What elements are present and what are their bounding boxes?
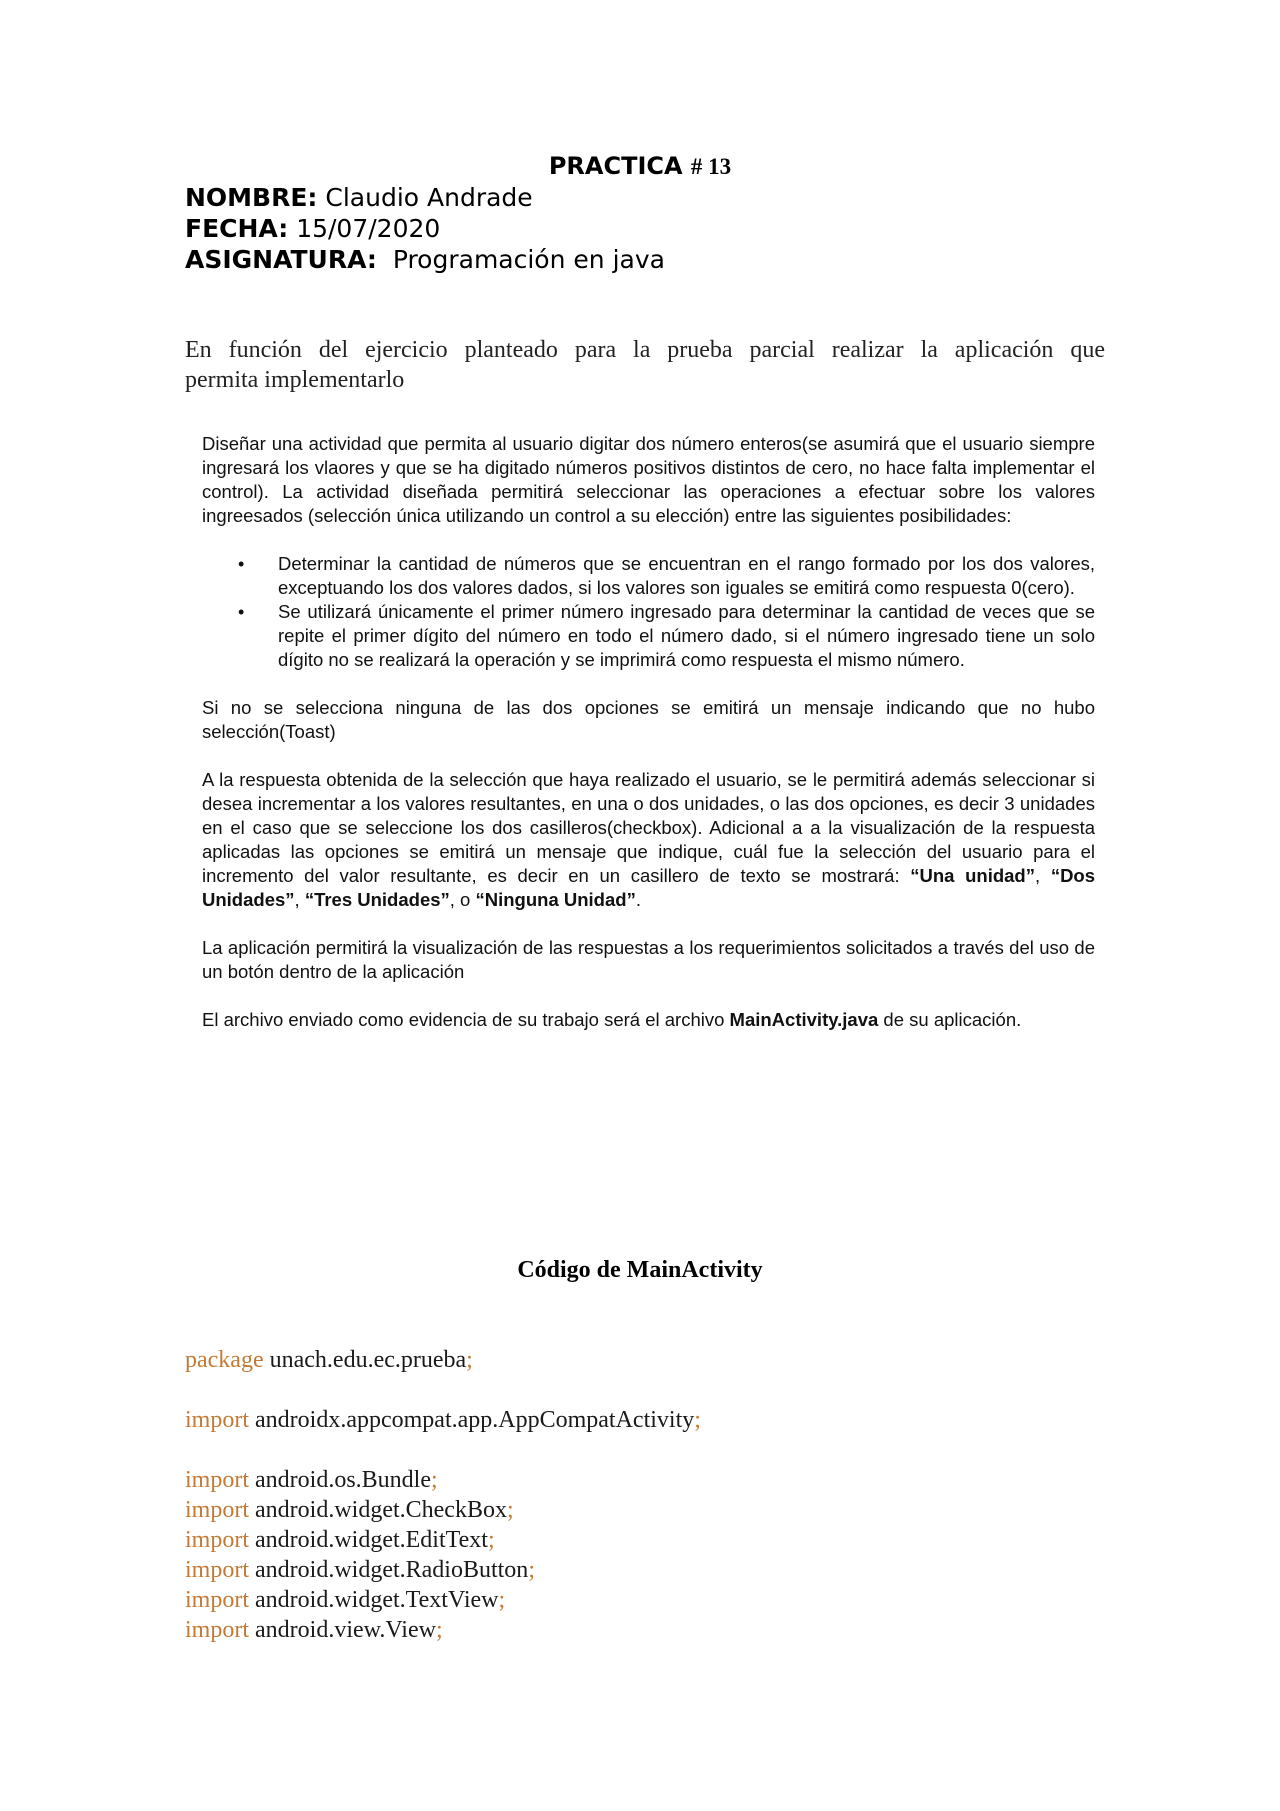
- meta-value: 15/07/2020: [288, 214, 441, 243]
- code-text: android.os.Bundle: [249, 1467, 431, 1493]
- exercise-paragraph: Diseñar una actividad que permita al usuario digitar dos número enteros(se asumirá que el usuario siempre ingresará los vlaores y que se ha digitado números positivos distintos de cero, no hace falta implementar el control). La actividad diseñada permitirá seleccionar las operaciones a efectuar sobre los valores ingreesados (selección única utilizando un control a su elección) entre las siguientes posibilidades:: [202, 433, 1095, 526]
- code-semicolon: ;: [694, 1407, 701, 1433]
- code-line-import: [185, 1405, 701, 1435]
- text-run: ,: [1035, 865, 1051, 886]
- text-run-bold: “Dos Unidades”: [202, 865, 1096, 910]
- code-text: android.widget.RadioButton: [249, 1557, 529, 1583]
- code-line-import: [185, 1585, 701, 1615]
- code-line-import: [185, 1495, 701, 1525]
- code-line-import: [185, 1465, 701, 1495]
- code-line-import: [185, 1555, 701, 1585]
- text-run: , o: [449, 889, 476, 910]
- text-run: de su aplicación.: [878, 1009, 1022, 1030]
- text-run-bold: “Tres Unidades”: [304, 889, 450, 910]
- exercise-bullet-list: [202, 552, 1095, 672]
- code-line-import: [185, 1615, 701, 1645]
- code-text: android.widget.TextView: [249, 1587, 499, 1613]
- practice-number: # 13: [690, 154, 732, 179]
- text-run: .: [635, 889, 641, 910]
- meta-label: FECHA:: [185, 214, 289, 243]
- metadata-block: [185, 182, 665, 275]
- code-text: android.widget.CheckBox: [249, 1497, 507, 1523]
- meta-value: Claudio Andrade: [317, 183, 533, 212]
- list-item: • Se utilizará únicamente el primer número ingresado para determinar la cantidad de veces que se repite el primer dígito del número en todo el número dado, si el número ingresado tiene un solo dígito no se realizará la operación y se imprimirá como respuesta el mismo número.: [202, 600, 1095, 672]
- code-keyword: import: [185, 1617, 249, 1643]
- text-run-bold: MainActivity.java: [729, 1009, 879, 1030]
- code-text: android.view.View: [249, 1617, 436, 1643]
- intro-line: permita implementarlo: [185, 367, 405, 393]
- code-line-import: [185, 1525, 701, 1555]
- code-line-package: [185, 1345, 701, 1375]
- code-semicolon: ;: [466, 1347, 473, 1373]
- code-keyword: import: [185, 1407, 249, 1433]
- list-item: • Determinar la cantidad de números que se encuentran en el rango formado por los dos valores, exceptuando los dos valores dados, si los valores son iguales se emitirá como respuesta 0(cero).: [202, 552, 1095, 600]
- meta-row-date: [185, 213, 665, 244]
- exercise-paragraph: Si no se selecciona ninguna de las dos opciones se emitirá un mensaje indicando que no hubo selección(Toast): [202, 697, 1095, 742]
- intro-paragraph: [185, 335, 1105, 395]
- meta-label: ASIGNATURA:: [185, 245, 377, 274]
- code-semicolon: ;: [498, 1587, 506, 1613]
- exercise-paragraph: [202, 768, 1095, 912]
- text-run: El archivo enviado como evidencia de su trabajo será el archivo: [202, 1009, 730, 1030]
- exercise-paragraph: [202, 1008, 1095, 1032]
- code-block: [185, 1345, 701, 1645]
- practice-title: [0, 151, 1280, 182]
- code-text: unach.edu.ec.prueba: [263, 1347, 467, 1373]
- text-run: A la respuesta obtenida de la selección que haya realizado el usuario, se le permitirá además seleccionar si desea incrementar a los valores resultantes, en una o dos unidades, o las dos opciones, es decir 3 unidades en el caso que se seleccione los dos casilleros(checkbox). Adicional a a la visualización de la respuesta aplicadas las opciones se emitirá un mensaje que indique, cuál fue la selección del usuario para el incremento del valor resultante, es decir en un casillero de texto se mostrará:: [202, 769, 1095, 886]
- meta-label: NOMBRE:: [185, 183, 318, 212]
- code-semicolon: ;: [506, 1497, 514, 1523]
- code-keyword: import: [185, 1557, 249, 1583]
- exercise-statement: [202, 432, 1095, 1032]
- meta-row-subject: [185, 244, 665, 275]
- meta-value: Programación en java: [376, 245, 665, 274]
- code-keyword: import: [185, 1497, 249, 1523]
- text-run-bold: “Una unidad”: [910, 865, 1035, 886]
- text-run: ,: [294, 889, 305, 910]
- code-text: android.widget.EditText: [249, 1527, 488, 1553]
- exercise-paragraph: La aplicación permitirá la visualización de las respuestas a los requerimientos solicitados a través del uso de un botón dentro de la aplicación: [202, 937, 1095, 982]
- code-semicolon: ;: [430, 1467, 438, 1493]
- code-keyword: import: [185, 1587, 249, 1613]
- code-semicolon: ;: [487, 1527, 495, 1553]
- text-run-bold: “Ninguna Unidad”: [475, 889, 636, 910]
- intro-line: En función del ejercicio planteado para la prueba parcial realizar la aplicación que: [185, 337, 1105, 363]
- practice-title-text: PRACTICA: [548, 152, 683, 180]
- code-text: androidx.appcompat.app.AppCompatActivity: [249, 1407, 695, 1433]
- code-semicolon: ;: [528, 1557, 535, 1583]
- code-keyword: package: [185, 1347, 264, 1373]
- code-semicolon: ;: [435, 1617, 443, 1643]
- meta-row-name: [185, 182, 665, 213]
- code-section-title: Código de MainActivity: [517, 1257, 763, 1283]
- code-keyword: import: [185, 1467, 249, 1493]
- code-keyword: import: [185, 1527, 249, 1553]
